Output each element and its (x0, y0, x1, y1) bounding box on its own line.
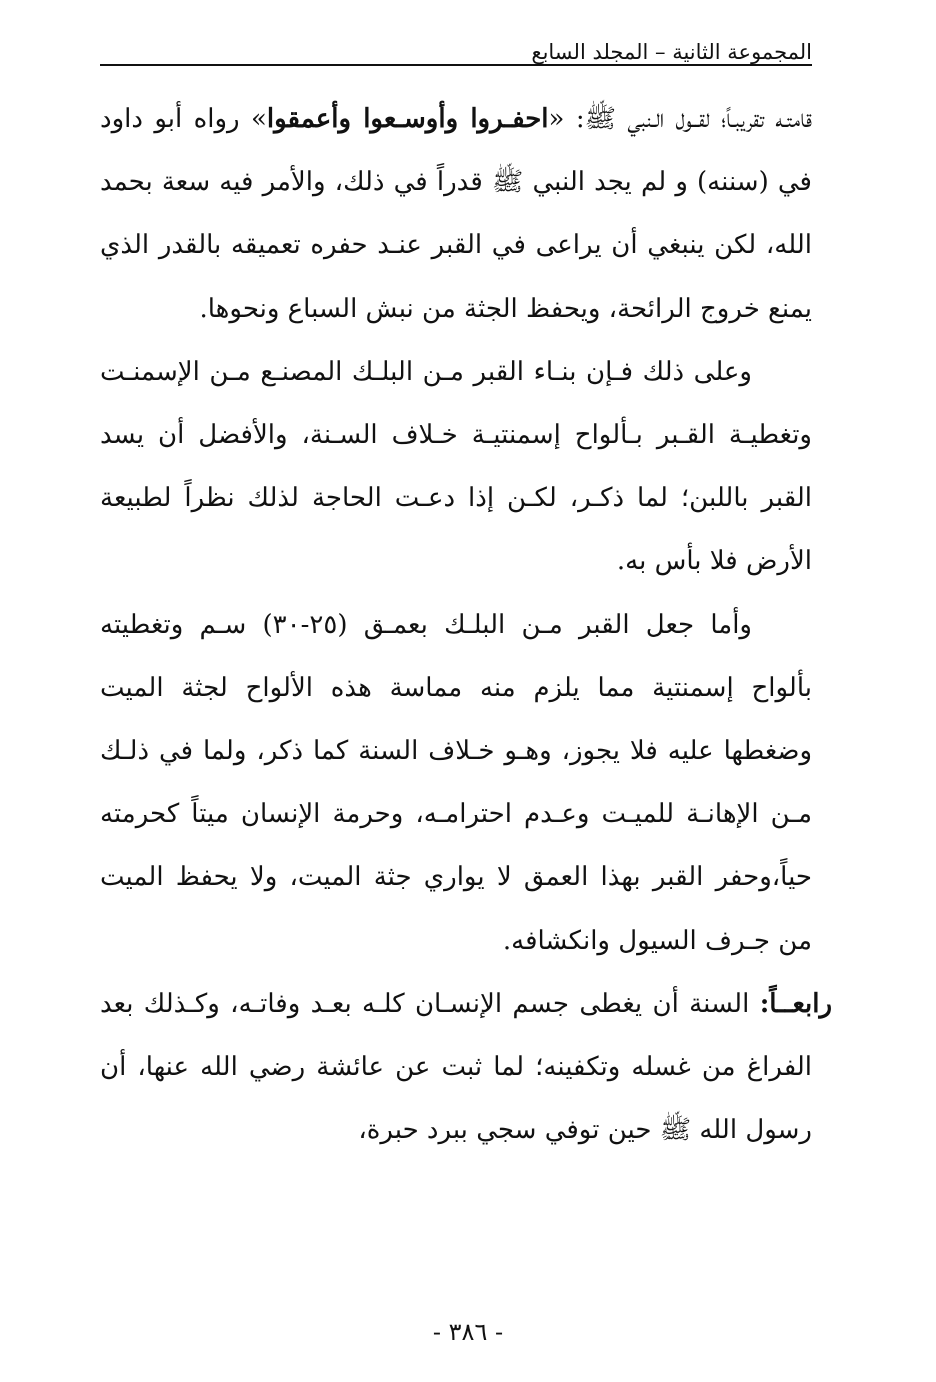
paragraph-1-rest: » رواه أبو داود في (سننه) و لم يجد النبي ﷺ قدراً في ذلك، والأمر فيه سعة بحمد الله، لكن ينبغي أن يراعى في القبر عنـد حفره تعميقه بالقدر الذي يمنع خروج الرائحة، ويحفظ الجثة من نبش السباع ونحوها. (100, 104, 812, 324)
section-label-fourth: رابعــاً: (759, 988, 832, 1019)
paragraph-1 (100, 88, 812, 341)
page-number: - ٣٨٦ - (432, 1318, 504, 1346)
paragraph-4 (100, 973, 832, 1163)
running-header (100, 34, 812, 74)
paragraph-4-text: السنة أن يغطى جسم الإنسـان كلـه بعـد وفاتـه، وكـذلك بعد الفراغ من غسله وتكفينه؛ لما ثبت عن عائشة رضي الله عنها، أن رسول الله ﷺ حين توفي سجي ببرد حبرة، (100, 988, 812, 1146)
paragraph-2: وعلى ذلك فـإن بنـاء القبر مـن البلـك المصنـع مـن الإسمنـت وتغطيـة القـبر بـألواح إسمنتيـة خـلاف السـنة، والأفضل أن يسد القبر باللبن؛ لما ذكـر، لكـن إذا دعـت الحاجة لذلك نظراً لطبيعة الأرض فلا بأس به. (100, 356, 812, 577)
paragraph-3: وأما جعل القبر مـن البلـك بعمـق (٢٥-٣٠) سـم وتغطيته بألواح إسمنتية مما يلزم منه مماسة هذه الألواح لجثة الميت وضغطها عليه فلا يجوز، وهـو خـلاف السنة كما ذكر، ولما في ذلـك مـن الإهانـة للميـت وعـدم احترامـه، وحرمة الإنسان ميتاً كحرمته حياً،وحفر القبر بهذا العمق لا يواري جثة الميت، ولا يحفظ الميت من جـرف السيول وانكشافه. (100, 609, 812, 956)
page-body (100, 88, 832, 1162)
hadith-quote: احفـروا وأوسـعوا وأعمقوا (266, 104, 549, 134)
header-title: المجموعة الثانية – المجلد السابع (525, 40, 812, 64)
paragraph-1-lead: قامتـه تقريبـاً؛ لقــول الـنبي ﷺ: « (548, 104, 812, 134)
header-rule (100, 64, 812, 66)
